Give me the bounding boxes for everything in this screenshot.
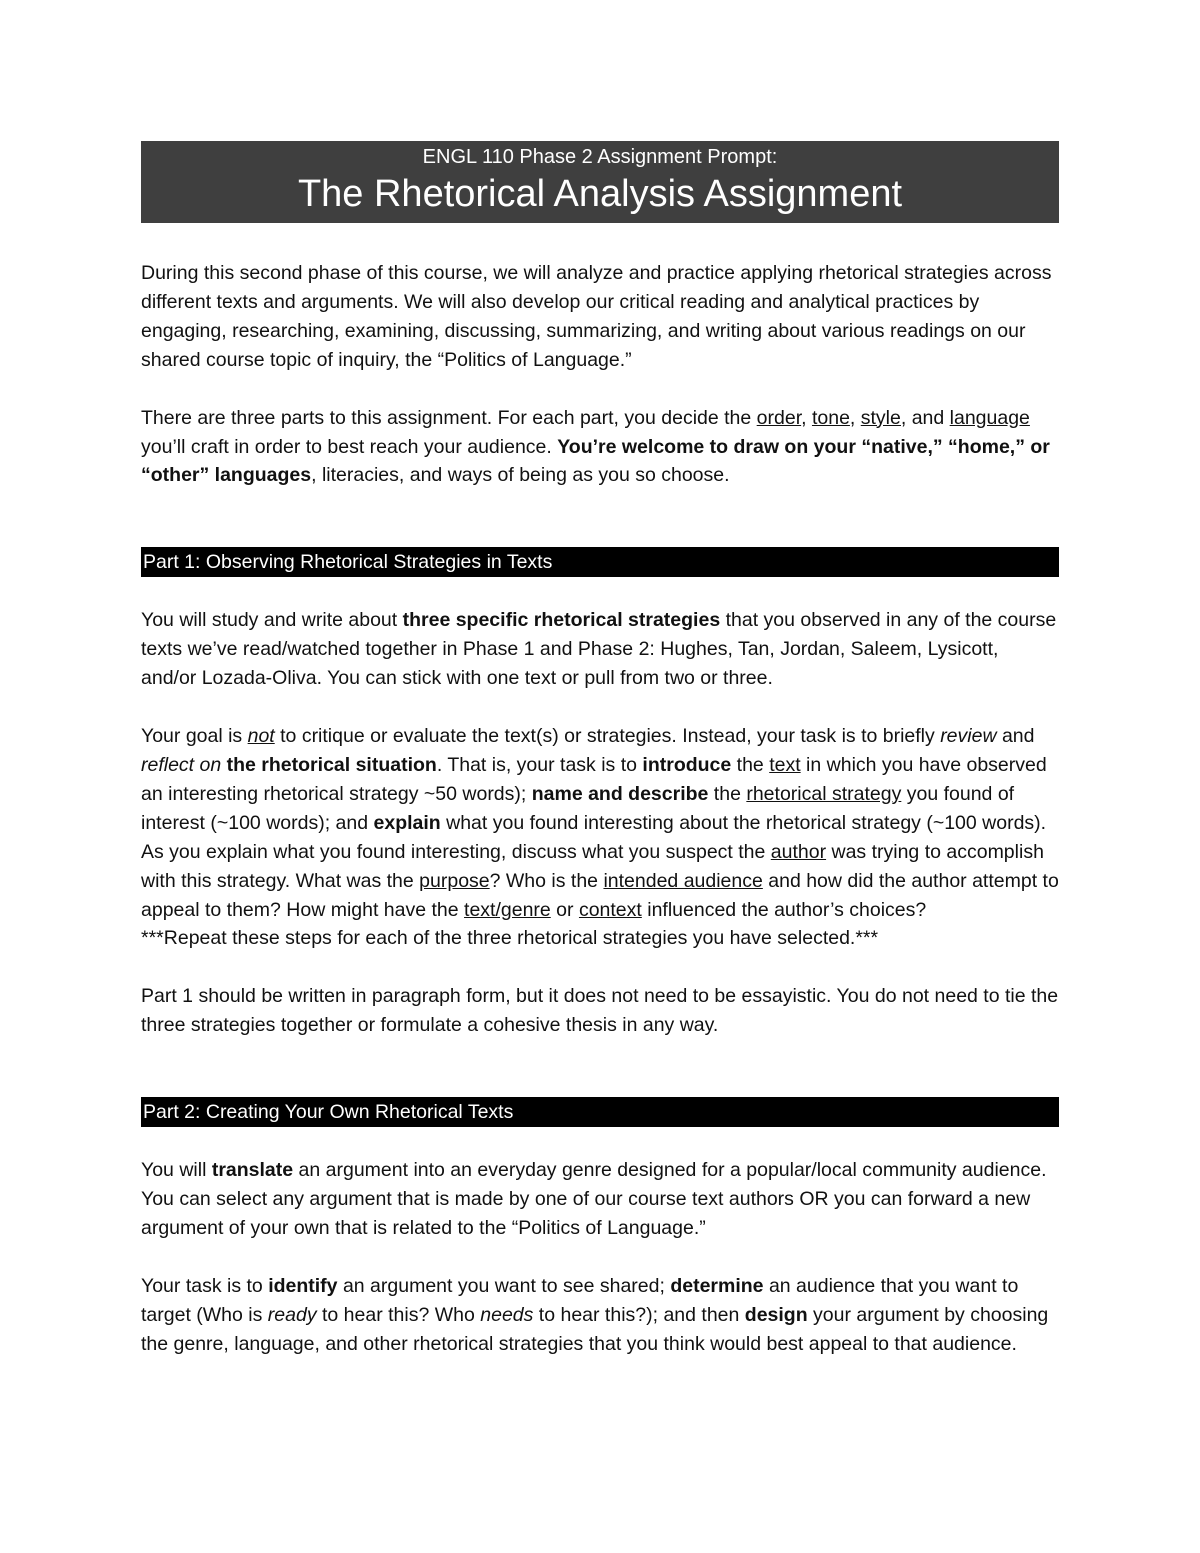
part2-paragraph-1: You will translate an argument into an everyday genre designed for a popular/local community audience. You can select any argument that is made by one of our course text authors OR you can forward a new argument of your own that is related to the “Politics of Language.”	[141, 1159, 1047, 1239]
intro-paragraph-1: During this second phase of this course, we will analyze and practice applying rhetorical strategies across different texts and arguments. We will also develop our critical reading and analytical practices by engaging, researching, examining, discussing, summarizing, and writing about various readings on our shared course topic of inquiry, the “Politics of Language.”	[141, 262, 1052, 371]
assignment-title: The Rhetorical Analysis Assignment	[297, 173, 903, 215]
title-banner	[141, 141, 1059, 223]
intro-paragraph-2: There are three parts to this assignment. For each part, you decide the order, tone, style, and language you’ll craft in order to best reach your audience. You’re welcome to draw on your “native,” “home,” or “other” languages, literacies, and ways of being as you so choose.	[141, 406, 1050, 487]
part1-paragraph-2: Your goal is not to critique or evaluate the text(s) or strategies. Instead, your task is to briefly review and reflect on the rhetorical situation. That is, your task is to introduce the text in which you have observed an interesting rhetorical strategy ~50 words); name and describe the rhetorical strategy you found of interest (~100 words); and explain what you found interesting about the rhetorical strategy (~100 words). As you explain what you found interesting, discuss what you suspect the author was trying to accomplish with this strategy. What was the purpose? Who is the intended audience and how did the author attempt to appeal to them? How might have the text/genre or context influenced the author’s choices? ***Repeat these steps for each of the three rhetorical strategies you have selected.***	[141, 725, 1059, 950]
repeat-note: ***Repeat these steps for each of the three rhetorical strategies you have selected.***	[141, 927, 879, 950]
part2-heading: Part 2: Creating Your Own Rhetorical Texts	[141, 1097, 1059, 1127]
document-page	[141, 141, 1059, 1359]
part1-heading: Part 1: Observing Rhetorical Strategies in Texts	[141, 547, 1059, 577]
part1-paragraph-3: Part 1 should be written in paragraph form, but it does not need to be essayistic. You do not need to tie the three strategies together or formulate a cohesive thesis in any way.	[141, 985, 1059, 1037]
assignment-subtitle: ENGL 110 Phase 2 Assignment Prompt:	[422, 146, 778, 168]
part1-paragraph-1: You will study and write about three specific rhetorical strategies that you observed in any of the course texts we’ve read/watched together in Phase 1 and Phase 2: Hughes, Tan, Jordan, Saleem, Lysicott, and/or Lozada-Oliva. You can stick with one text or pull from two or three.	[141, 609, 1057, 690]
part2-paragraph-2: Your task is to identify an argument you want to see shared; determine an audience that you want to target (Who is ready to hear this? Who needs to hear this?); and then design your argument by choosing the genre, language, and other rhetorical strategies that you think would best appeal to that audience.	[141, 1274, 1049, 1355]
